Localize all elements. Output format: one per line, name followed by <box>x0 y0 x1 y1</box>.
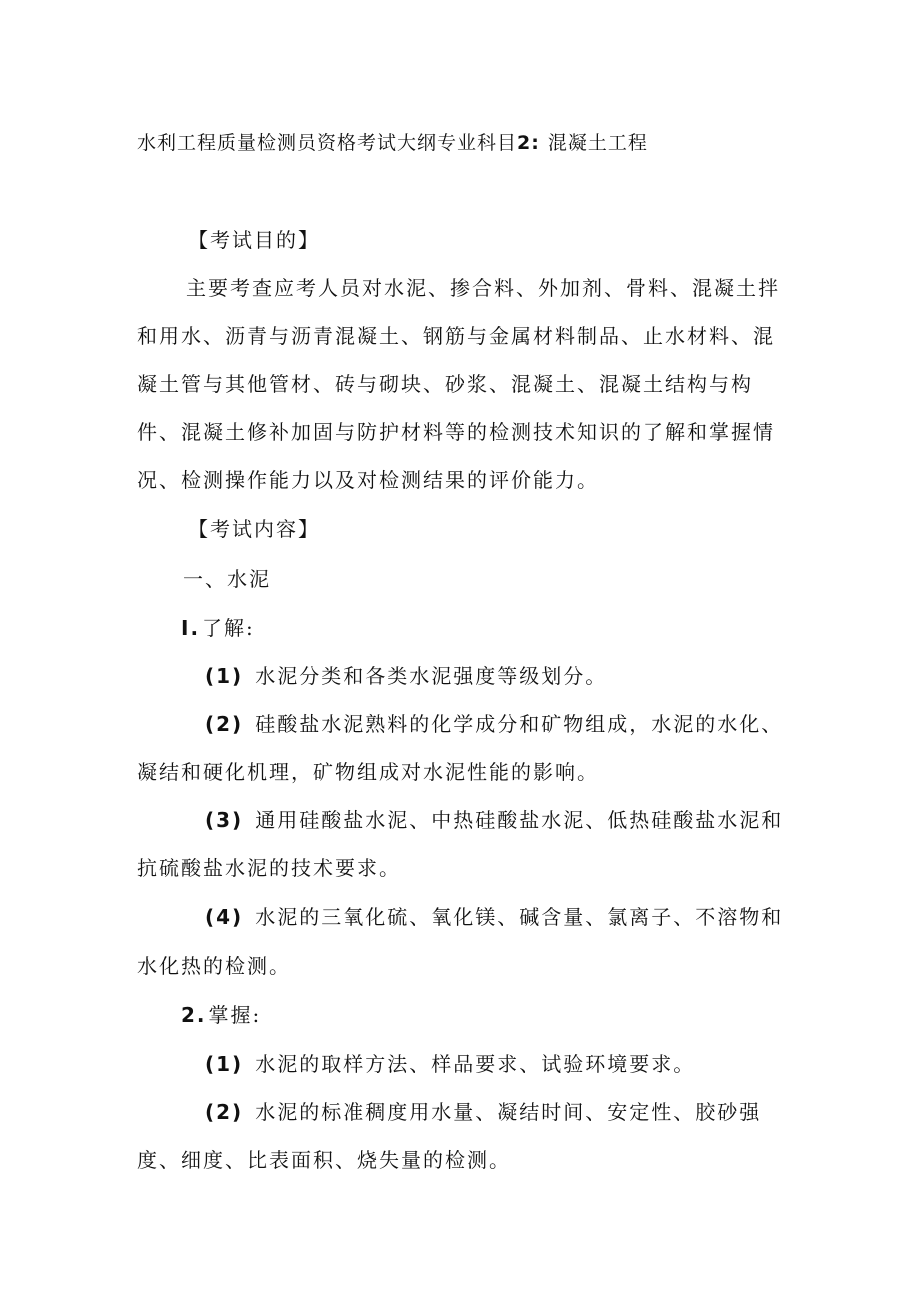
item-text: 水泥的三氧化硫、氧化镁、碱含量、氯离子、不溶物和 <box>255 905 784 929</box>
document-title <box>137 128 648 155</box>
list-item <box>205 1048 695 1077</box>
item-continuation: 凝结和硬化机理，矿物组成对水泥性能的影响。 <box>137 760 599 784</box>
item-continuation: 度、细度、比表面积、烧失量的检测。 <box>137 1148 511 1172</box>
item-text: 硅酸盐水泥熟料的化学成分和矿物组成，水泥的水化、 <box>255 712 784 736</box>
purpose-line: 况、检测操作能力以及对检测结果的评价能力。 <box>137 468 599 492</box>
subsection-label: 了解: <box>202 616 255 640</box>
subsection-number: 2. <box>181 1003 207 1027</box>
item-number: (4) <box>205 905 244 929</box>
subsection-heading-understand <box>181 612 255 641</box>
item-continuation: 抗硫酸盐水泥的技术要求。 <box>137 856 401 880</box>
purpose-line: 件、混凝土修补加固与防护材料等的检测技术知识的了解和掌握情 <box>137 420 775 444</box>
list-item <box>205 1096 761 1125</box>
section-heading-purpose: 【考试目的】 <box>188 228 320 252</box>
item-text: 水泥分类和各类水泥强度等级划分。 <box>255 664 608 688</box>
list-item <box>205 901 783 930</box>
subsection-number: I. <box>181 616 201 640</box>
item-number: (1) <box>205 664 244 688</box>
purpose-line: 凝土管与其他管材、砖与砌块、砂浆、混凝土、混凝土结构与构 <box>137 372 753 396</box>
list-item <box>205 708 783 737</box>
item-number: (3) <box>205 808 244 832</box>
list-item <box>205 804 783 833</box>
section-heading-content: 【考试内容】 <box>188 517 320 541</box>
list-item <box>205 660 607 689</box>
item-text: 水泥的取样方法、样品要求、试验环境要求。 <box>255 1052 696 1076</box>
item-continuation: 水化热的检测。 <box>137 954 291 978</box>
title-tail: 混凝土工程 <box>547 132 648 154</box>
item-number: (2) <box>205 1100 244 1124</box>
subsection-label: 掌握: <box>208 1003 262 1027</box>
item-number: (2) <box>205 712 244 736</box>
item-number: (1) <box>205 1052 244 1076</box>
subsection-heading-master <box>181 999 261 1028</box>
title-main: 水利工程质量检测员资格考试大纲专业科目 <box>137 132 518 154</box>
purpose-line: 主要考查应考人员对水泥、掺合料、外加剂、骨料、混凝土拌 <box>186 276 780 300</box>
item-text: 通用硅酸盐水泥、中热硅酸盐水泥、低热硅酸盐水泥和 <box>255 808 784 832</box>
title-number: 2: <box>517 132 540 154</box>
chapter-heading: 一、水泥 <box>183 567 271 591</box>
item-text: 水泥的标准稠度用水量、凝结时间、安定性、胶砂强 <box>255 1100 762 1124</box>
purpose-line: 和用水、沥青与沥青混凝土、钢筋与金属材料制品、止水材料、混 <box>137 324 775 348</box>
